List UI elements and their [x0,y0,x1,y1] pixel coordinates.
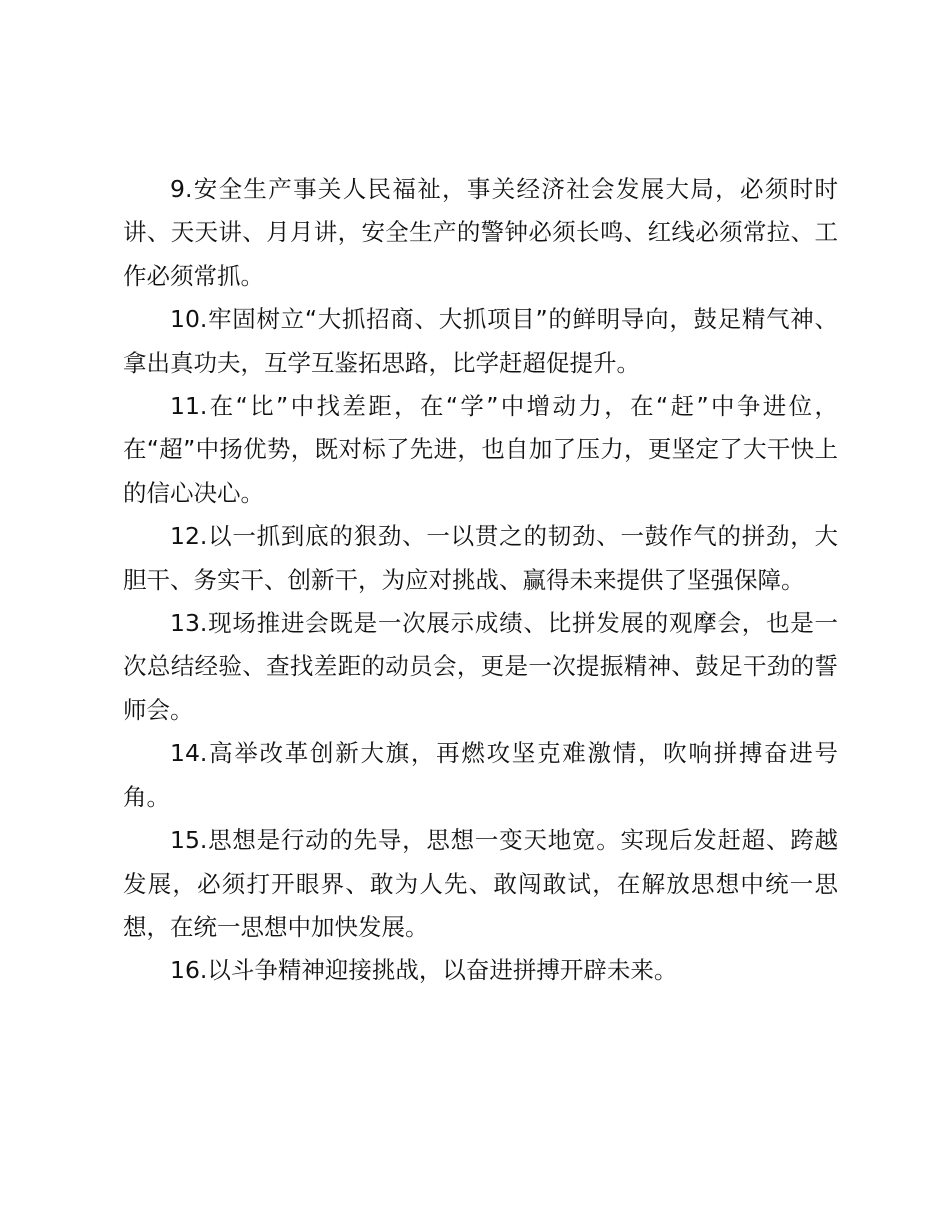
paragraph-12: 12.以一抓到底的狠劲、一以贯之的韧劲、一鼓作气的拼劲，大胆干、务实干、创新干，为应对挑战、赢得未来提供了坚强保障。 [123,522,838,594]
paragraph-11: 11.在“比”中找差距，在“学”中增动力，在“赶”中争进位，在“超”中扬优势，既对标了先进，也自加了压力，更坚定了大干快上的信心决心。 [123,392,838,507]
paragraph-9: 9.安全生产事关人民福祉，事关经济社会发展大局，必须时时讲、天天讲、月月讲，安全生产的警钟必须长鸣、红线必须常拉、工作必须常抓。 [123,175,838,290]
paragraph-10: 10.牢固树立“大抓招商、大抓项目”的鲜明导向，鼓足精气神、拿出真功夫，互学互鉴拓思路，比学赶超促提升。 [123,305,838,377]
document-body [123,168,838,993]
paragraph-16: 16.以斗争精神迎接挑战，以奋进拼搏开辟未来。 [170,956,678,985]
paragraph-14: 14.高举改革创新大旗，再燃攻坚克难激情，吹响拼搏奋进号角。 [123,739,838,811]
paragraph-13: 13.现场推进会既是一次展示成绩、比拼发展的观摩会，也是一次总结经验、查找差距的动员会，更是一次提振精神、鼓足干劲的誓师会。 [123,609,838,724]
paragraph-15: 15.思想是行动的先导，思想一变天地宽。实现后发赶超、跨越发展，必须打开眼界、敢为人先、敢闯敢试，在解放思想中统一思想，在统一思想中加快发展。 [123,826,838,941]
